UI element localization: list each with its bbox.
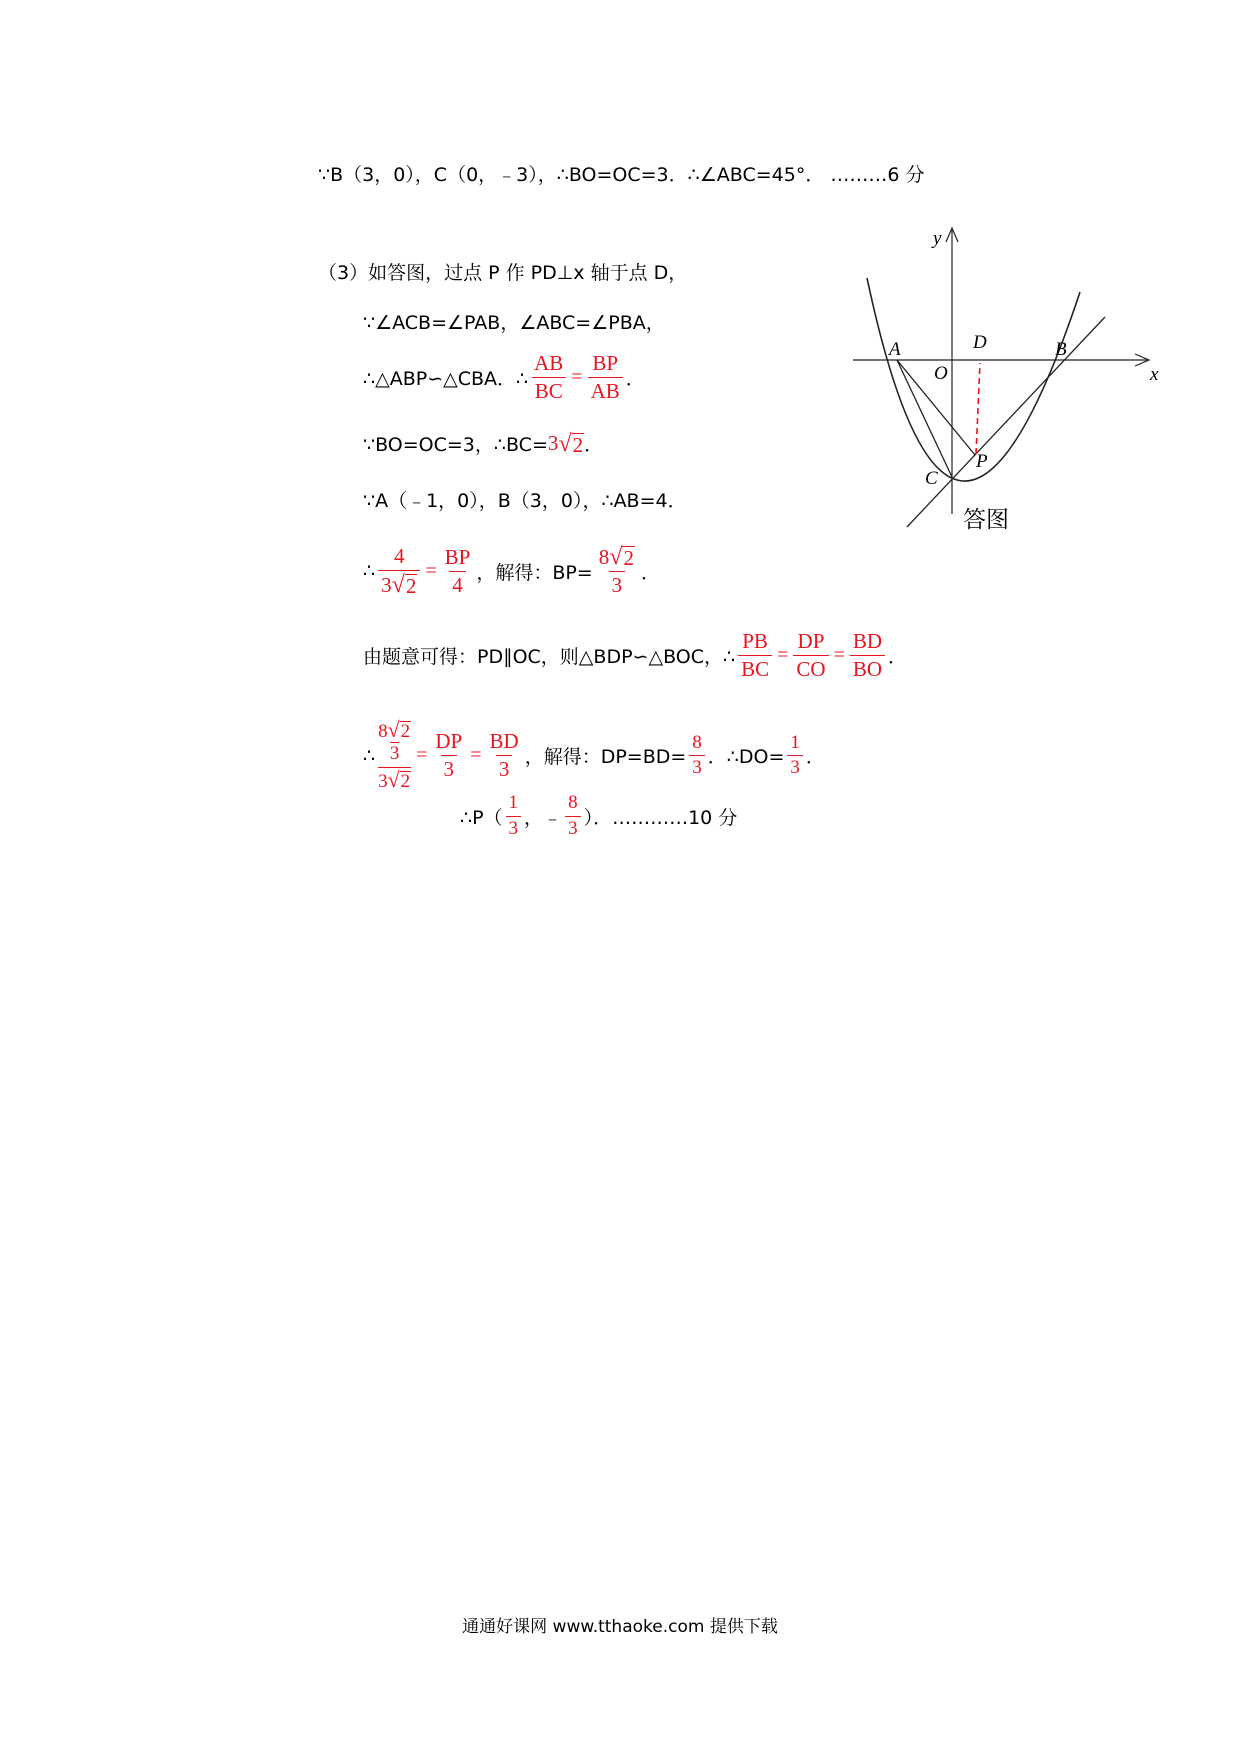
line-3 <box>363 308 665 335</box>
fraction-8sqrt2-over-3 <box>596 545 638 597</box>
fraction-numerator: AB <box>534 351 564 375</box>
radicand: 2 <box>572 432 584 457</box>
fraction-bd-bo <box>850 630 885 681</box>
line-6-text: ∵A（﹣1，0），B（3，0），∴AB=4． <box>363 490 687 512</box>
num-coefficient: 8 <box>598 545 610 569</box>
line-7-pre: ∴ <box>363 560 376 583</box>
radicand: 2 <box>405 574 417 599</box>
line-8-post: ． <box>888 646 908 669</box>
fraction-bp-ab <box>588 352 623 403</box>
fraction-numerator: DP <box>435 729 463 754</box>
line-2-text: （3）如答图，过点 P 作 PD⊥x 轴于点 D， <box>318 262 688 284</box>
line-8 <box>363 630 907 681</box>
line-7 <box>363 545 660 597</box>
bc-coefficient: 3 <box>547 431 559 455</box>
fraction-denominator: BC <box>738 655 772 681</box>
compound-numerator <box>378 720 411 767</box>
answer-figure <box>845 222 1175 542</box>
line-5 <box>363 430 603 457</box>
label-y: y <box>933 228 942 249</box>
line-7-mid: ，解得：BP= <box>476 561 593 584</box>
line-4-post: ． <box>625 368 645 391</box>
line-9-pre: ∴ <box>363 744 376 767</box>
line-4 <box>363 352 645 403</box>
fraction-denominator: CO <box>793 655 828 681</box>
line-10-post: ）．…………10 分 <box>583 806 738 829</box>
figure-caption: 答图 <box>963 507 1009 533</box>
label-o: O <box>934 363 948 384</box>
line-4-pre: ∴△ABP∽△CBA．∴ <box>363 368 529 391</box>
fraction-bp-4 <box>442 546 474 597</box>
compound-denominator: 3 √ 2 <box>378 767 411 792</box>
label-b: B <box>1055 339 1067 360</box>
fraction-numerator: BD <box>489 729 519 754</box>
page-footer <box>0 1612 1240 1637</box>
line-bc <box>907 317 1105 527</box>
fraction-denominator: BC <box>532 377 566 403</box>
line-7-post: ． <box>640 561 660 584</box>
line-10-sep: ，﹣ <box>524 806 563 829</box>
fraction-1-3 <box>506 793 522 840</box>
label-p: P <box>976 451 988 472</box>
fraction-numerator: 1 <box>790 731 800 753</box>
fraction-numerator: 8 <box>692 731 702 753</box>
fraction-bd-3 <box>487 730 522 781</box>
fraction-pb-bc <box>738 630 772 681</box>
equals-sign: = <box>416 744 428 767</box>
line-5-pre: ∵BO=OC=3，∴BC= <box>363 434 548 456</box>
line-1 <box>318 160 925 187</box>
fraction-denominator: 4 <box>449 571 466 597</box>
fraction-denominator: 3 <box>506 816 522 840</box>
equals-sign: = <box>470 744 482 767</box>
fraction-numerator: 8 √ 2 <box>598 543 634 571</box>
line-9-mid: ，解得：DP=BD= <box>524 746 687 769</box>
inner-coefficient: 8 <box>378 721 388 742</box>
label-a: A <box>889 339 901 360</box>
fraction-numerator: BD <box>852 629 883 653</box>
fraction-numerator: DP <box>797 629 825 653</box>
label-c: C <box>925 468 938 489</box>
line-10-pre: ∴P（ <box>460 806 503 829</box>
line-1-text: ∵B（3，0），C（0，﹣3），∴BO=OC=3．∴∠ABC=45°． ………6 分 <box>318 164 925 186</box>
line-3-text: ∵∠ACB=∠PAB，∠ABC=∠PBA， <box>363 312 665 334</box>
line-6 <box>363 486 687 513</box>
fraction-dp-3 <box>432 730 465 781</box>
line-10 <box>460 793 737 840</box>
line-9 <box>363 720 825 792</box>
fraction-numerator: 1 <box>508 792 519 813</box>
radicand: 2 <box>400 720 411 742</box>
fraction-8-3 <box>565 793 581 840</box>
fraction-denominator: 3 <box>441 755 458 781</box>
fraction-denominator: 3 √ 2 <box>378 570 420 597</box>
equals-sign: = <box>833 644 845 667</box>
equals-sign: = <box>777 644 789 667</box>
fraction-denominator: 3 <box>565 816 581 840</box>
radicand: 2 <box>623 546 634 571</box>
fraction-denominator: BO <box>850 655 885 681</box>
fraction-numerator: BP <box>444 544 471 569</box>
segment-pd-dashed <box>976 363 980 454</box>
parabola-curve <box>867 278 1080 481</box>
fraction-denominator: AB <box>588 377 623 403</box>
fraction-1-3 <box>787 733 803 780</box>
footer-text: 通通好课网 www.tthaoke.com 提供下载 <box>462 1617 778 1637</box>
den-coefficient: 3 <box>381 573 392 598</box>
fraction-numerator: 8 <box>568 792 578 813</box>
compound-fraction <box>378 720 411 792</box>
line-5-post: ． <box>584 434 604 456</box>
fraction-numerator: 4 <box>393 544 405 568</box>
fraction-denominator: 3 <box>689 755 705 779</box>
line-8-pre: 由题意可得：PD∥OC，则△BDP∽△BOC，∴ <box>363 646 736 669</box>
fraction-numerator: BP <box>592 351 619 375</box>
radicand: 2 <box>400 770 411 792</box>
line-9-post: ． <box>805 746 825 769</box>
equals-sign: = <box>571 366 583 389</box>
line-2 <box>318 258 687 285</box>
fraction-numerator: PB <box>742 629 768 653</box>
fraction-ab-bc <box>531 352 566 403</box>
label-x: x <box>1150 364 1159 385</box>
line-9-mid2: ．∴DO= <box>707 746 785 769</box>
fraction-dp-co <box>793 630 828 681</box>
bc-value <box>548 431 584 456</box>
fraction-denominator: 3 <box>787 755 803 779</box>
sqrt-symbol: √ 2 <box>558 429 584 457</box>
fraction-8-3 <box>689 733 705 780</box>
fraction-denominator: 3 <box>609 571 626 597</box>
inner-numerator: 8 √ 2 <box>378 718 411 742</box>
fraction-denominator: 3 <box>496 755 513 781</box>
label-d: D <box>973 332 987 353</box>
inner-denominator: 3 <box>389 742 400 764</box>
den-coefficient: 3 <box>378 770 388 792</box>
fraction-4-over-3sqrt2 <box>378 545 420 597</box>
equals-sign: = <box>425 559 437 582</box>
